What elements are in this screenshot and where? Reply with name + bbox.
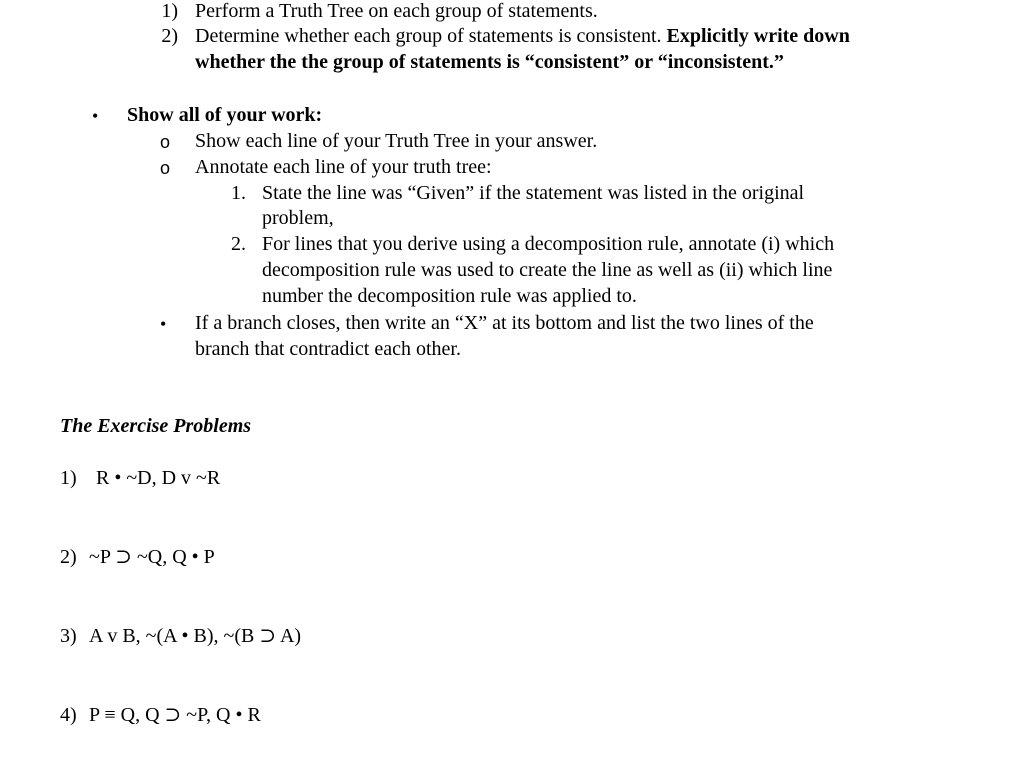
numbered-2-line3: number the decomposition rule was applied to. [262, 285, 637, 307]
show-work-title: Show all of your work: [127, 104, 323, 126]
bullet-marker: • [92, 106, 99, 126]
problem-1-number: 1) [60, 467, 77, 489]
numbered-2-number: 2. [231, 233, 246, 255]
instruction-2-bold: Explicitly write down [666, 25, 850, 47]
instruction-1-text: Perform a Truth Tree on each group of statements. [195, 0, 598, 22]
problem-3-text: A v B, ~(A • B), ~(B ⊃ A) [89, 625, 302, 647]
numbered-2-line1: For lines that you derive using a decomposition rule, annotate (i) which [262, 233, 835, 255]
problem-4-text: P ≡ Q, Q ⊃ ~P, Q • R [89, 704, 261, 726]
problem-3-number: 3) [60, 625, 77, 647]
instruction-2-text [195, 23, 850, 49]
circle-marker-1: o [160, 132, 171, 152]
instruction-2-bold-line2: whether the the group of statements is “consistent” or “inconsistent.” [195, 51, 784, 73]
exercises-heading: The Exercise Problems [60, 415, 252, 437]
circle-item-2: Annotate each line of your truth tree: [195, 156, 492, 178]
instruction-1-number: 1) [161, 0, 178, 22]
instruction-2-number: 2) [161, 25, 178, 47]
numbered-2-line2: decomposition rule was used to create the line as well as (ii) which line [262, 259, 833, 281]
problem-2-text: ~P ⊃ ~Q, Q • P [89, 546, 215, 568]
problem-1-text: R • ~D, D v ~R [96, 467, 221, 489]
sub-bullet-line1: If a branch closes, then write an “X” at its bottom and list the two lines of the [195, 312, 814, 334]
numbered-1-line2: problem, [262, 207, 334, 229]
numbered-1-number: 1. [231, 182, 246, 204]
problem-2-number: 2) [60, 546, 77, 568]
sub-bullet-line2: branch that contradict each other. [195, 338, 461, 360]
problem-4-number: 4) [60, 704, 77, 726]
circle-marker-2: o [160, 158, 171, 178]
instruction-2-plain: Determine whether each group of statements is consistent. [195, 25, 667, 47]
circle-item-1: Show each line of your Truth Tree in your answer. [195, 130, 598, 152]
numbered-1-line1: State the line was “Given” if the statement was listed in the original [262, 182, 805, 204]
sub-bullet-marker: • [160, 314, 167, 334]
